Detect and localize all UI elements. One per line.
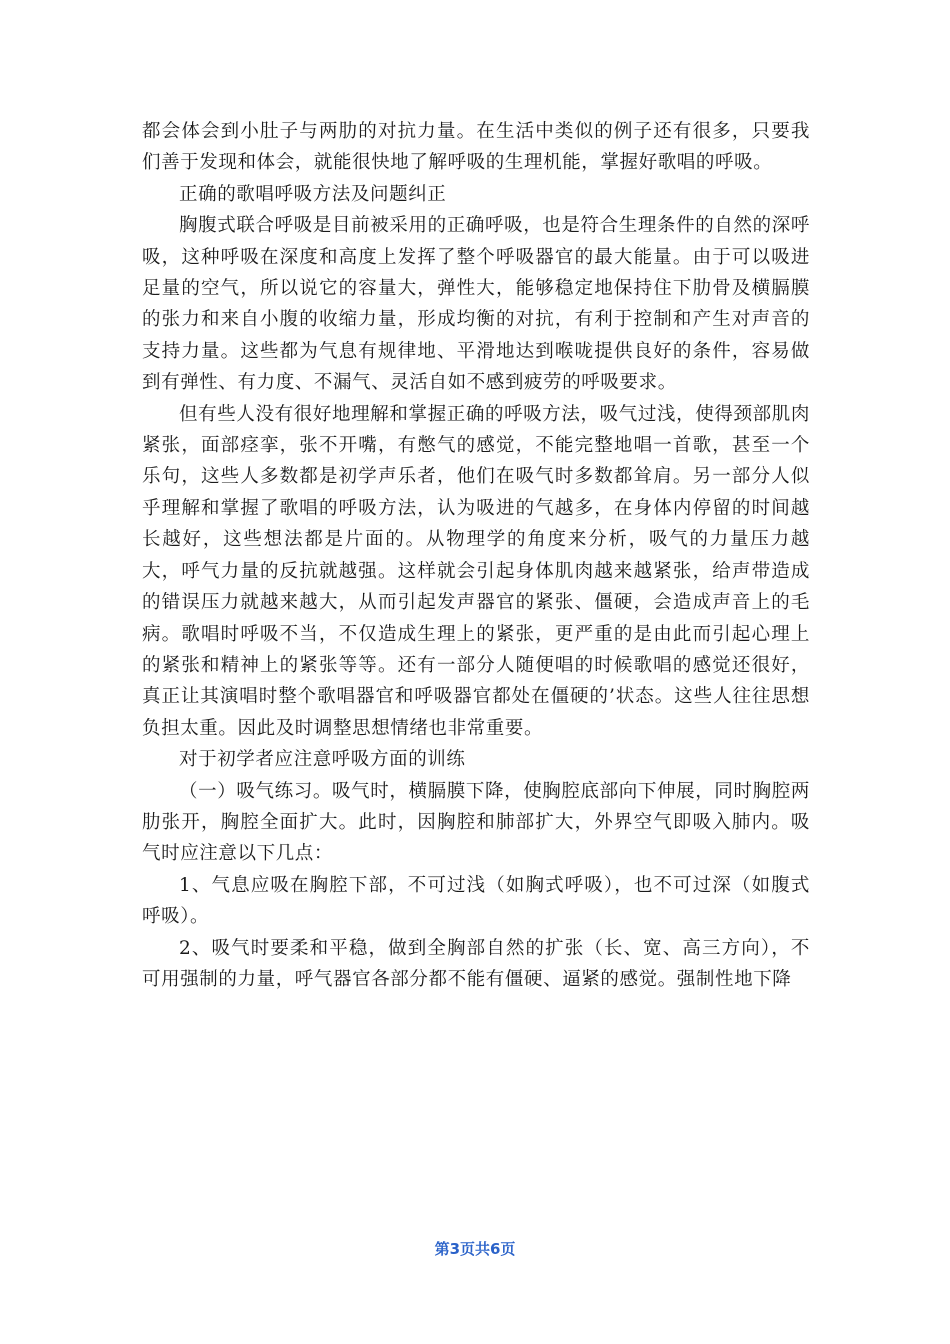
paragraph: 2、吸气时要柔和平稳，做到全胸部自然的扩张（长、宽、高三方向），不可用强制的力量，呼气器官各部分都不能有僵硬、逼紧的感觉。强制性地下降: [142, 937, 810, 990]
paragraph: （一）吸气练习。吸气时，横膈膜下降，使胸腔底部向下伸展，同时胸腔两肋张开，胸腔全面扩大。此时，因胸腔和肺部扩大，外界空气即吸入肺内。吸气时应注意以下几点：: [142, 780, 810, 865]
paragraph: 胸腹式联合呼吸是目前被采用的正确呼吸，也是符合生理条件的自然的深呼吸，这种呼吸在深度和高度上发挥了整个呼吸器官的最大能量。由于可以吸进足量的空气，所以说它的容量大，弹性大，能够稳定地保持住下肋骨及横膈膜的张力和来自小腹的收缩力量，形成均衡的对抗，有利于控制和产生对声音的支持力量。这些都为气息有规律地、平滑地达到喉咙提供良好的条件，容易做到有弹性、有力度、不漏气、灵活自如不感到疲劳的呼吸要求。: [142, 215, 810, 394]
section-heading: 对于初学者应注意呼吸方面的训练: [179, 749, 466, 771]
page-number-footer: 第3页共6页: [434, 1240, 516, 1258]
document-body: [142, 116, 810, 995]
paragraph: 但有些人没有很好地理解和掌握正确的呼吸方法，吸气过浅，使得颈部肌肉紧张，面部痉挛，张不开嘴，有憋气的感觉，不能完整地唱一首歌，甚至一个乐句，这些人多数都是初学声乐者，他们在吸气时多数都耸肩。另一部分人似乎理解和掌握了歌唱的呼吸方法，认为吸进的气越多，在身体内停留的时间越长越好，这些想法都是片面的。从物理学的角度来分析，吸气的力量压力越大，呼气力量的反抗就越强。这样就会引起身体肌肉越来越紧张，给声带造成的错误压力就越来越大，从而引起发声器官的紧张、僵硬，会造成声音上的毛病。歌唱时呼吸不当，不仅造成生理上的紧张，更严重的是由此而引起心理上的紧张和精神上的紧张等等。还有一部分人随便唱的时候歌唱的感觉还很好，真正让其演唱时整个歌唱器官和呼吸器官都处在僵硬的’状态。这些人往往思想负担太重。因此及时调整思想情绪也非常重要。: [142, 403, 810, 739]
section-heading: 正确的歌唱呼吸方法及问题纠正: [179, 183, 447, 205]
paragraph-continued: 都会体会到小肚子与两肋的对抗力量。在生活中类似的例子还有很多，只要我们善于发现和体会，就能很快地了解呼吸的生理机能，掌握好歌唱的呼吸。: [142, 121, 810, 174]
paragraph: 1、气息应吸在胸腔下部，不可过浅（如胸式呼吸），也不可过深（如腹式呼吸）。: [142, 874, 810, 928]
